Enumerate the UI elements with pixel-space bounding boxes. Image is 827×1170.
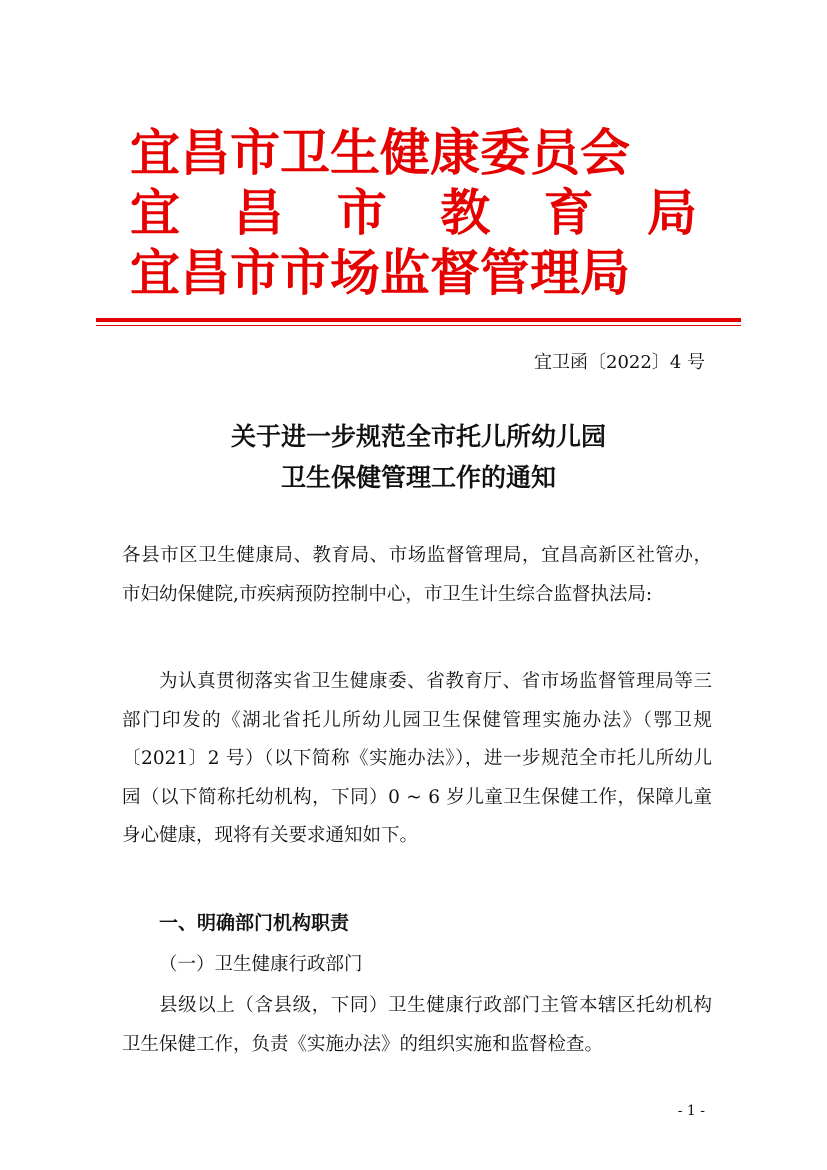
recipients: 各县市区卫生健康局、教育局、市场监督管理局，宜昌高新区社管办，市妇幼保健院,市疾病预防控制中心，市卫生计生综合监督执法局:: [122, 545, 712, 605]
section-heading: 一、明确部门机构职责: [159, 912, 350, 934]
page-number: - 1 -: [677, 1103, 705, 1119]
red-divider-thick: [96, 318, 741, 322]
red-divider-thin: [96, 325, 741, 326]
issuer-education-bureau: 宜昌市教育局: [130, 184, 697, 242]
subsection-heading: （一）卫生健康行政部门: [159, 954, 363, 975]
issuer-market-supervision-bureau: 宜昌市市场监督管理局: [130, 244, 630, 302]
document-title-line-1: 关于进一步规范全市托儿所幼儿园: [230, 422, 606, 451]
issuer-health-commission: 宜昌市卫生健康委员会: [130, 124, 630, 182]
document-title-line-2: 卫生保健管理工作的通知: [280, 463, 556, 492]
body-paragraph: 县级以上（含县级，下同）卫生健康行政部门主管本辖区托幼机构卫生保健工作，负责《实施办法》的组织实施和监督检查。: [122, 995, 712, 1055]
intro-paragraph: 为认真贯彻落实省卫生健康委、省教育厅、省市场监督管理局等三部门印发的《湖北省托儿所幼儿园卫生保健管理实施办法》（鄂卫规〔2021〕2 号）（以下简称《实施办法》），进一步规范全市托儿所幼儿园（以下简称托幼机构，下同）0 ~ 6 岁儿童卫生保健工作，保障儿童身心健康，现将有关要求通知如下。: [122, 671, 712, 846]
document-number: 宜卫函〔2022〕4 号: [534, 352, 705, 373]
